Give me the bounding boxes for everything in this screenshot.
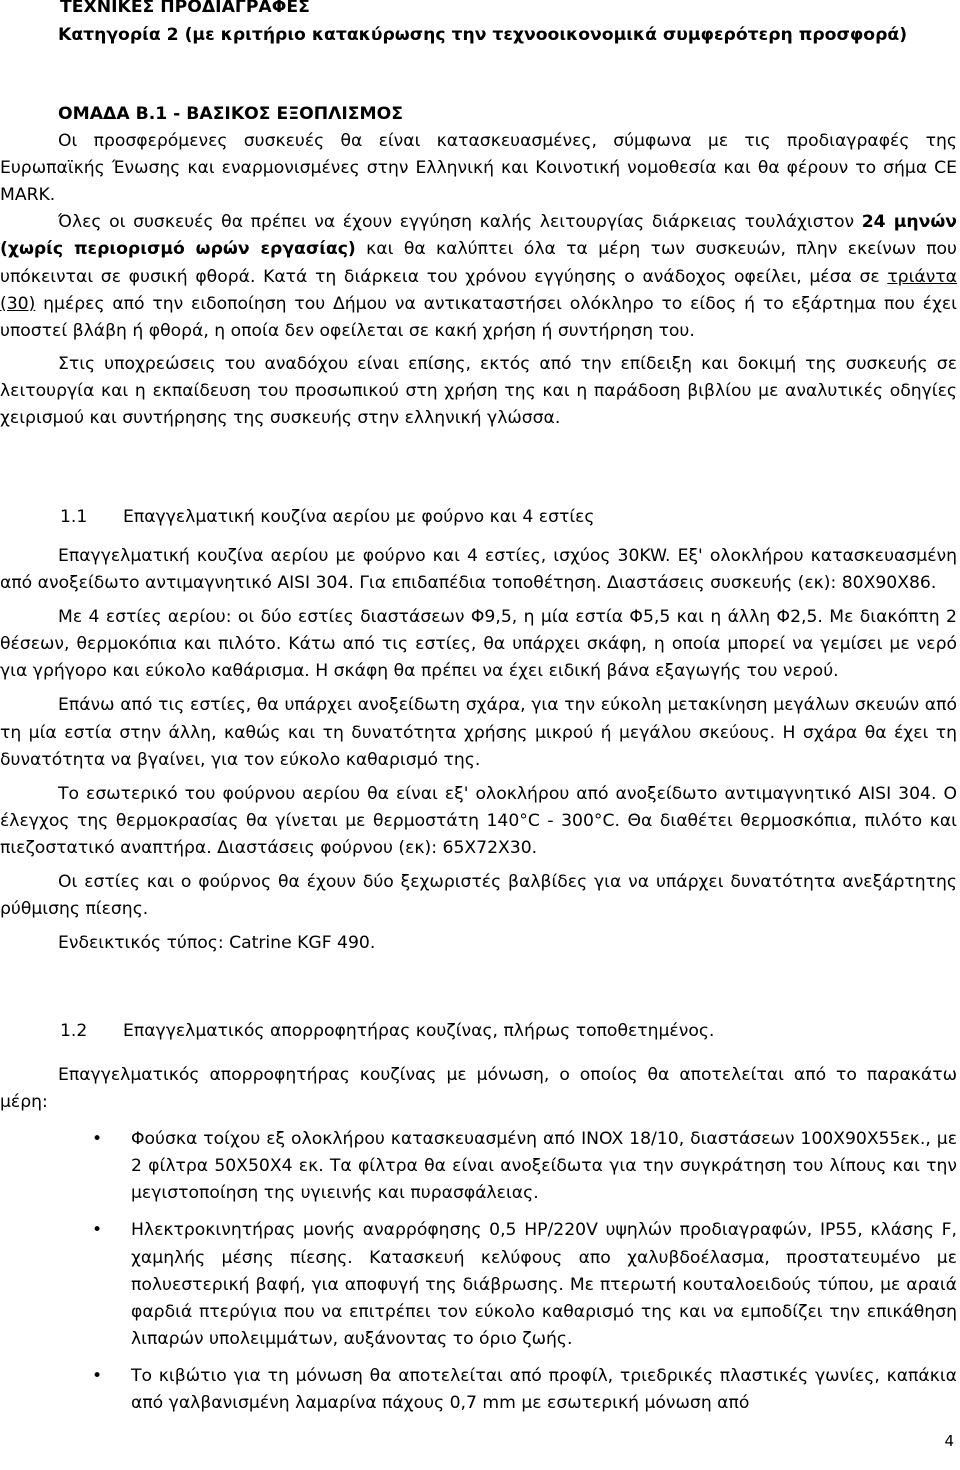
item-1-type: Ενδεικτικός τύπος: Catrine KGF 490.	[58, 933, 376, 954]
item-2-bullet-list	[0, 1126, 957, 1417]
item-1-paragraph: Με 4 εστίες αερίου: οι δύο εστίες διαστάσεων Φ9,5, η μία εστία Φ5,5 και η άλλη Φ2,5. Με διακόπτη 2 θέσεων, θερμοκόπια και πιλότο. Κάτω από τις εστίες, θα υπάρχει σκάφη, η οποία μπορεί να γεμίσει με νερό για γρήγορο και εύκολο καθάρισμα. Η σκάφη θα πρέπει να έχει ειδική βάνα εξαγωγής του νερού.	[0, 607, 957, 682]
bullet-icon: •	[92, 1365, 103, 1386]
item-1-number: 1.1	[60, 507, 88, 527]
warranty-period: 24 μηνών (χωρίς περιορισμό ωρών εργασίας)	[0, 212, 958, 260]
bullet-icon: •	[92, 1129, 103, 1150]
list-item-text: Το κιβώτιο για τη μόνωση θα αποτελείται από προφίλ, τριεδρικές πλαστικές γωνίες, καπάκια από γαλβανισμένη λαμαρίνα πάχους 0,7 mm με εσωτερική μόνωση από	[131, 1365, 957, 1414]
bullet-icon: •	[92, 1220, 103, 1241]
group-title: ΟΜΑΔΑ Β.1 - ΒΑΣΙΚΟΣ ΕΞΟΠΛΙΣΜΟΣ	[58, 104, 403, 124]
item-1-paragraph: Το εσωτερικό του φούρνου αερίου θα είναι εξ' ολοκλήρου από ανοξείδωτο αντιμαγνητικό AISI 304. Ο έλεγχος της θερμοκρασίας θα γίνεται με θερμοστάτη 140°C - 300°C. Θα διαθέτει θερμοσκόπια, πιλότο και πιεζοστατικό αναπτήρα. Διαστάσεις φούρνου (εκ): 65X72X30.	[0, 783, 957, 858]
item-2-section	[0, 1018, 957, 1417]
list-item	[0, 1363, 957, 1417]
page-number: 4	[944, 1432, 954, 1450]
warranty-text-1: Όλες οι συσκευές θα πρέπει να έχουν εγγύηση καλής λειτουργίας διάρκειας τουλάχιστον	[58, 212, 862, 233]
warranty-paragraph	[0, 209, 957, 344]
item-1-section	[0, 504, 957, 957]
item-1-paragraph: Επαγγελματική κουζίνα αερίου με φούρνο και 4 εστίες, ισχύος 30KW. Εξ' ολοκλήρου κατασκευασμένη από ανοξείδωτο αντιμαγνητικό AISI 304. Για επιδαπέδια τοποθέτηση. Διαστάσεις συσκευής (εκ): 80Χ90Χ86.	[0, 546, 957, 594]
warranty-text-2: και θα καλύπτει όλα τα μέρη των συσκευών, πλην εκείνων που υπόκεινται σε φυσική φθορά. Κατά τη διάρκεια του χρόνου εγγύησης ο ανάδοχος οφείλει, μέσα σε	[0, 239, 958, 287]
item-2-intro: Επαγγελματικός απορροφητήρας κουζίνας με μόνωση, ο οποίος θα αποτελείται από το παρακάτω μέρη:	[0, 1065, 957, 1113]
warranty-days: τριάντα (30)	[0, 266, 957, 314]
list-item-text: Ηλεκτροκινητήρας μονής αναρρόφησης 0,5 HP/220V υψηλών προδιαγραφών, IP55, κλάσης F, χαμηλής μέσης πίεσης. Κατασκευή κελύφους απο χαλυβδοέλασμα, προστατευμένο με πολυεστερική βαφή, για αποφυγή της διάβρωσης. Με πτερωτή κουταλοειδούς τύπου, με αραιά φαρδιά πτερύγια που να επιτρέπει τον εύκολο καθαρισμό της και να εμποδίζει την επικάθηση λιπαρών υπολειμμάτων, αυξάνοντας το όριο ζωής.	[131, 1220, 957, 1349]
intro-paragraph: Οι προσφερόμενες συσκευές θα είναι κατασκευασμένες, σύμφωνα με τις προδιαγραφές της Ευρωπαϊκής Ένωσης και εναρμονισμένες στην Ελληνική και Κοινοτική νομοθεσία και θα φέρουν το σήμα CE MARK.	[0, 131, 957, 206]
obligations-paragraph: Στις υποχρεώσεις του αναδόχου είναι επίσης, εκτός από την επίδειξη και δοκιμή της συσκευής σε λειτουργία και η εκπαίδευση του προσωπικού στη χρήση της και η παράδοση βιβλίου με αναλυτικές οδηγίες χειρισμού και συντήρησης της συσκευής στην ελληνική γλώσσα.	[0, 353, 957, 429]
document-heading: ΤΕΧΝΙΚΕΣ ΠΡΟΔΙΑΓΡΑΦΕΣ	[60, 0, 310, 17]
list-item-text: Φούσκα τοίχου εξ ολοκλήρου κατασκευασμένη από INOX 18/10, διαστάσεων 100Χ90Χ55εκ., με 2 φίλτρα 50Χ50Χ4 εκ. Τα φίλτρα θα είναι ανοξείδωτα για την συγκράτηση του λίπους και την μεγιστοποίηση της υγιεινής και πυρασφάλειας.	[131, 1129, 957, 1204]
item-1-title: Επαγγελματική κουζίνα αερίου με φούρνο και 4 εστίες	[123, 507, 595, 527]
warranty-text-3: ημέρες από την ειδοποίηση του Δήμου να αντικαταστήσει ολόκληρο το είδος ή το εξάρτημα που έχει υποστεί βλάβη ή φθορά, η οποία δεν οφείλεται σε κακή χρήση ή συντήρηση του.	[0, 293, 957, 341]
item-2-number: 1.2	[60, 1021, 88, 1041]
item-1-paragraph: Επάνω από τις εστίες, θα υπάρχει ανοξείδωτη σχάρα, για την εύκολη μετακίνηση μεγάλων σκευών από τη μία εστία στην άλλη, καθώς και τη δυνατότητα χρήσης μικρού ή μεγάλου σκεύους. Η σχάρα θα έχει τη δυνατότητα να βγαίνει, για τον εύκολο καθαρισμό της.	[0, 695, 957, 770]
list-item	[0, 1126, 957, 1207]
item-1-paragraph: Οι εστίες και ο φούρνος θα έχουν δύο ξεχωριστές βαλβίδες για να υπάρχει δυνατότητα ανεξάρτητης ρύθμισης πίεσης.	[0, 872, 957, 920]
category-title: Κατηγορία 2 (με κριτήριο κατακύρωσης την τεχνοοικονομικά συμφερότερη προσφορά)	[58, 25, 908, 45]
list-item	[0, 1217, 957, 1352]
item-2-title: Επαγγελματικός απορροφητήρας κουζίνας, πλήρως τοποθετημένος.	[123, 1021, 715, 1041]
